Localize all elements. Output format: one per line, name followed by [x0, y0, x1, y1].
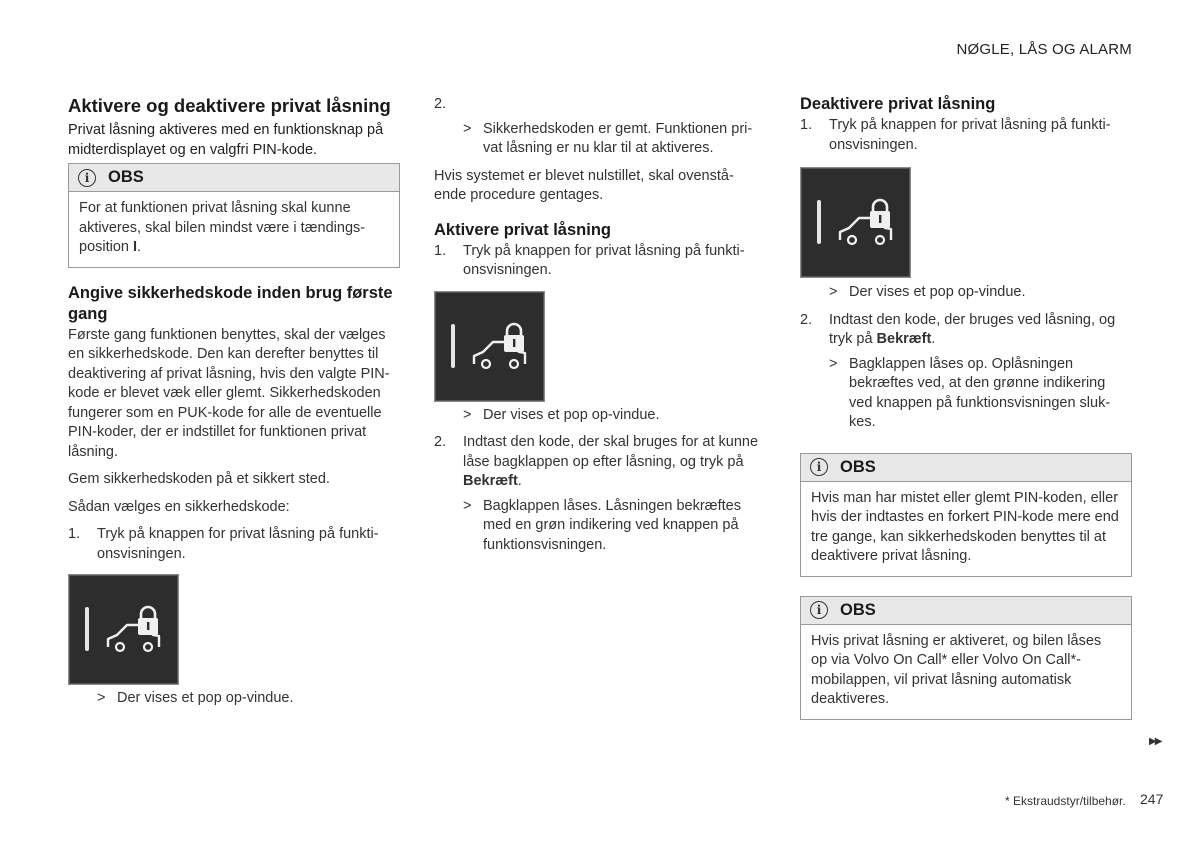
- step-number: 2.: [800, 311, 813, 328]
- step-result: [97, 689, 400, 709]
- step-text-end: .: [517, 473, 522, 489]
- private-lock-button-image: [800, 167, 911, 278]
- step-text: [829, 311, 1132, 350]
- info-icon: i: [78, 169, 96, 187]
- step-item: [68, 525, 400, 564]
- car-lock-icon: [471, 322, 529, 372]
- obs-note-text: Hvis privat låsning er aktiveret, og bilen låses op via Volvo On Call* eller Volvo On Call*-mobilappen, vil privat låsning automatisk deaktiveres.: [811, 632, 1102, 707]
- obs-note-box: [800, 596, 1132, 720]
- step-item: [434, 433, 766, 492]
- step-text-end: .: [931, 331, 936, 347]
- column-middle: [434, 95, 766, 555]
- section-heading: Aktivere privat låsning: [434, 220, 611, 239]
- step-item: [800, 311, 1132, 350]
- result-text: Der vises et pop op-vindue.: [483, 406, 660, 423]
- section-heading: Deaktivere privat låsning: [800, 95, 996, 113]
- chapter-title: NØGLE, LÅS OG ALARM: [956, 41, 1132, 58]
- obs-note-text: Hvis man har mistet eller glemt PIN-koden, eller hvis der indtastes en forkert PIN-kode mere end tre gange, kan sikkerhedskoden benyttes til at deaktivere privat låsning.: [811, 489, 1119, 564]
- step-result: [463, 120, 766, 159]
- info-icon: i: [810, 601, 828, 619]
- obs-label: OBS: [840, 600, 876, 619]
- ignition-position-label: I: [133, 239, 138, 255]
- obs-note-text: [69, 192, 399, 267]
- step-text-part: Indtast den kode, der bruges ved låsning, og tryk på: [829, 311, 1116, 347]
- obs-note-header: [801, 597, 1131, 625]
- step-number: 2.: [434, 96, 447, 112]
- confirm-label: Bekræft: [463, 473, 518, 489]
- step-result: [463, 406, 766, 426]
- result-text: Sikkerhedskoden er gemt. Funktionen pri-vat låsning er nu klar til at aktiveres.: [483, 120, 753, 156]
- intro-text: Privat låsning aktiveres med en funktionsknap på midterdisplayet og en valgfri PIN-kode.: [68, 122, 384, 158]
- body-paragraph: Første gang funktionen benyttes, skal der vælges en sikkerhedskode. Den kan derefter benyttes til deaktivering af privat låsning, hvis den valgte PIN-kode er blevet væk eller glemt. Sikkerhedskoden fungerer som en PUK-kode for alle de eventuelle PIN-koder, der er indstillet for funktionen privat låsning.: [68, 326, 390, 460]
- subsection-heading: Angive sikkerhedskode inden brug første gang: [68, 283, 393, 323]
- indicator-bar: [85, 607, 89, 651]
- private-lock-button-image: [68, 574, 179, 685]
- private-lock-button-image: [434, 291, 545, 402]
- result-marker: >: [829, 284, 838, 300]
- section-heading: Aktivere og deaktivere privat låsning: [68, 95, 391, 116]
- obs-note-box: [68, 163, 400, 268]
- info-icon: i: [810, 458, 828, 476]
- step-number: 1.: [800, 117, 813, 133]
- obs-label: OBS: [840, 457, 876, 476]
- result-marker: >: [463, 497, 472, 514]
- body-paragraph: Sådan vælges en sikkerhedskode:: [68, 498, 290, 515]
- step-item: [434, 242, 766, 281]
- column-left: [68, 92, 400, 709]
- step-text-part: Indtast den kode, der skal bruges for at kunne låse bagklappen op efter låsning, og tryk på: [463, 434, 759, 470]
- result-text: Bagklappen låses. Låsningen bekræftes med en grøn indikering ved knappen på funktionsvisningen.: [483, 497, 741, 553]
- obs-note-box: [800, 453, 1132, 577]
- indicator-bar: [817, 200, 821, 244]
- step-text: [463, 95, 766, 115]
- step-result: [829, 283, 1132, 303]
- obs-text-part: For at funktionen privat låsning skal kunne aktiveres, skal bilen mindst være i tændings-position: [79, 200, 366, 255]
- step-text: Tryk på knappen for privat låsning på funkti-onsvisningen.: [463, 242, 745, 278]
- step-text: [463, 433, 766, 492]
- result-text: Der vises et pop op-vindue.: [849, 284, 1026, 300]
- step-result: [463, 497, 766, 556]
- car-lock-icon: [105, 605, 163, 655]
- obs-label: OBS: [108, 168, 144, 186]
- confirm-label: Bekræft: [876, 331, 932, 347]
- page-number: 247: [1140, 791, 1164, 807]
- result-marker: >: [463, 406, 472, 423]
- car-lock-icon: [837, 198, 895, 248]
- step-text: Tryk på knappen for privat låsning på funkti-onsvisningen.: [829, 117, 1111, 153]
- step-item: [800, 116, 1132, 155]
- step-number: 1.: [68, 526, 81, 542]
- result-text: Bagklappen låses op. Oplåsningen bekræftes ved, at den grønne indikering ved knappen på funktionsvisningen sluk-kes.: [849, 355, 1111, 430]
- body-paragraph: Gem sikkerhedskoden på et sikkert sted.: [68, 471, 330, 487]
- step-result: [829, 355, 1132, 433]
- result-marker: >: [463, 120, 472, 137]
- obs-note-header: [69, 164, 399, 192]
- obs-text-end: .: [137, 239, 142, 255]
- double-chevron-right-icon: ▶▶: [1149, 736, 1161, 747]
- obs-note-header: [801, 454, 1131, 482]
- body-paragraph: Hvis systemet er blevet nulstillet, skal ovenstå-ende procedure gentages.: [434, 167, 734, 203]
- step-number: 2.: [434, 434, 447, 450]
- result-text: Der vises et pop op-vindue.: [117, 690, 294, 706]
- column-right: [800, 94, 1132, 720]
- result-marker: >: [829, 355, 838, 372]
- step-item: [434, 95, 766, 115]
- step-text: Tryk på knappen for privat låsning på funkti-onsvisningen.: [97, 526, 379, 562]
- footnote: * Ekstraudstyr/tilbehør.: [1005, 794, 1126, 808]
- indicator-bar: [451, 324, 455, 368]
- step-number: 1.: [434, 242, 447, 259]
- result-marker: >: [97, 690, 106, 706]
